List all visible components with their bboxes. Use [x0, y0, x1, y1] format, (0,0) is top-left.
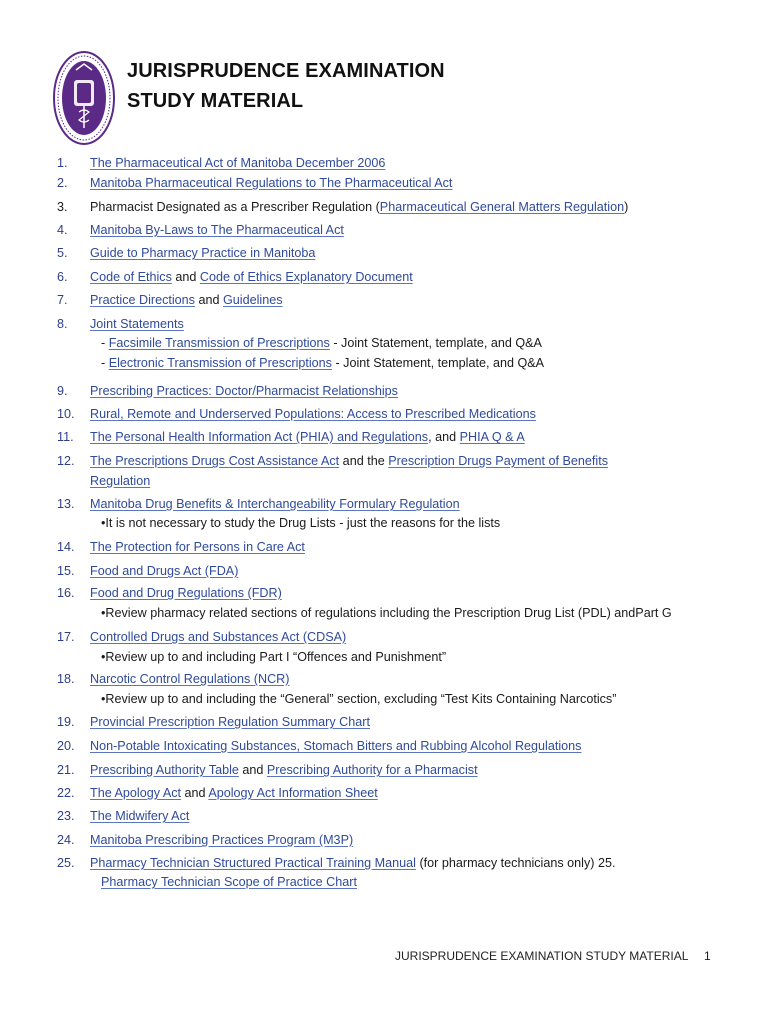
page-title — [127, 56, 445, 116]
food-and-drug-regulations-link[interactable]: Food and Drug Regulations (FDR) — [90, 586, 282, 600]
dash-prefix: - — [101, 336, 109, 350]
item-number: 24. — [57, 833, 75, 847]
title-line-1: JURISPRUDENCE EXAMINATION — [127, 60, 445, 82]
item-number: 19. — [57, 715, 75, 729]
item-text: - Joint Statement, template, and Q&A — [329, 336, 542, 350]
joint-statement-facsimile — [101, 333, 542, 353]
item-number: 3. — [57, 200, 68, 214]
dash-prefix: - — [101, 356, 109, 370]
item-text: and — [171, 270, 200, 284]
facsimile-transmission-link[interactable]: Facsimile Transmission of Prescriptions — [108, 336, 330, 350]
food-and-drugs-act-link[interactable]: Food and Drugs Act (FDA) — [90, 564, 239, 578]
item-text: ) — [624, 200, 629, 214]
item-number: 12. — [57, 454, 75, 468]
pharmaceutical-regulations-link[interactable]: Manitoba Pharmaceutical Regulations to The Pharmaceutical Act — [90, 176, 453, 190]
item-25-continuation — [101, 872, 357, 892]
item-text: and — [181, 786, 209, 800]
item-number: 16. — [57, 586, 75, 600]
item-17-note: •Review up to and including Part I “Offences and Punishment” — [101, 650, 447, 664]
guidelines-link[interactable]: Guidelines — [223, 293, 283, 307]
item-number: 23. — [57, 809, 75, 823]
training-manual-link[interactable]: Pharmacy Technician Structured Practical Training Manual — [90, 856, 416, 870]
prescribing-authority-pharmacist-link[interactable]: Prescribing Authority for a Pharmacist — [266, 763, 478, 777]
item-13-note: •It is not necessary to study the Drug Lists - just the reasons for the lists — [101, 516, 501, 530]
item-number: 15. — [57, 564, 75, 578]
summary-chart-link[interactable]: Provincial Prescription Regulation Summary Chart — [90, 715, 370, 729]
drugs-cost-assistance-link[interactable]: The Prescriptions Drugs Cost Assistance Act — [90, 454, 340, 468]
ncr-link[interactable]: Narcotic Control Regulations (NCR) — [90, 672, 290, 686]
item-number: 2. — [57, 176, 68, 190]
item-text: and — [238, 763, 267, 777]
item-text: (for pharmacy technicians only) 25. — [415, 856, 616, 870]
item-text: and the — [339, 454, 389, 468]
item-text: - Joint Statement, template, and Q&A — [331, 356, 545, 370]
page-number: 1 — [704, 949, 711, 963]
by-laws-link[interactable]: Manitoba By-Laws to The Pharmaceutical Act — [90, 223, 344, 237]
page-footer: JURISPRUDENCE EXAMINATION STUDY MATERIAL — [395, 949, 689, 963]
apology-act-info-sheet-link[interactable]: Apology Act Information Sheet — [208, 786, 378, 800]
general-matters-regulation-link[interactable]: Pharmaceutical General Matters Regulation — [379, 200, 625, 214]
item-number: 10. — [57, 407, 75, 421]
apology-act-link[interactable]: The Apology Act — [90, 786, 182, 800]
item-number: 22. — [57, 786, 75, 800]
joint-statement-electronic — [101, 353, 544, 373]
cdsa-link[interactable]: Controlled Drugs and Substances Act (CDSA) — [90, 630, 347, 644]
scope-of-practice-chart-link[interactable]: Pharmacy Technician Scope of Practice Chart — [101, 875, 357, 889]
persons-in-care-link[interactable]: The Protection for Persons in Care Act — [90, 540, 305, 554]
m3p-link[interactable]: Manitoba Prescribing Practices Program (M3P) — [90, 833, 354, 847]
prescribing-authority-table-link[interactable]: Prescribing Authority Table — [90, 763, 239, 777]
rural-remote-link[interactable]: Rural, Remote and Underserved Populations: Access to Prescribed Medications — [90, 407, 536, 421]
item-number: 25. — [57, 856, 75, 870]
joint-statements-link[interactable]: Joint Statements — [90, 317, 184, 331]
item-number: 21. — [57, 763, 75, 777]
item-number: 9. — [57, 384, 68, 398]
payment-of-benefits-link-cont[interactable]: Regulation — [90, 474, 151, 488]
item-number: 4. — [57, 223, 68, 237]
item-18-note: •Review up to and including the “General” section, excluding “Test Kits Containing Narcotics” — [101, 692, 617, 706]
item-number: 6. — [57, 270, 68, 284]
electronic-transmission-link[interactable]: Electronic Transmission of Prescriptions — [108, 356, 332, 370]
ethics-explanatory-document-link[interactable]: Code of Ethics Explanatory Document — [199, 270, 413, 284]
item-number: 13. — [57, 497, 75, 511]
item-number: 20. — [57, 739, 75, 753]
item-16-note: •Review pharmacy related sections of regulations including the Prescription Drug List (PDL) andPart G — [101, 606, 672, 620]
item-number: 18. — [57, 672, 75, 686]
title-line-2: STUDY MATERIAL — [127, 90, 304, 112]
item-12-continuation — [90, 471, 150, 491]
practice-directions-link[interactable]: Practice Directions — [90, 293, 195, 307]
prescribing-practices-link[interactable]: Prescribing Practices: Doctor/Pharmacist Relationships — [90, 384, 398, 398]
item-number: 11. — [57, 430, 74, 444]
practice-guide-link[interactable]: Guide to Pharmacy Practice in Manitoba — [90, 246, 316, 260]
item-number: 7. — [57, 293, 68, 307]
item-number: 17. — [57, 630, 75, 644]
item-text: Pharmacist Designated as a Prescriber Regulation ( — [90, 200, 380, 214]
college-seal-logo — [52, 50, 116, 146]
formulary-regulation-link[interactable]: Manitoba Drug Benefits & Interchangeability Formulary Regulation — [90, 497, 460, 511]
item-number: 1. — [57, 156, 68, 170]
phia-qa-link[interactable]: PHIA Q & A — [459, 430, 525, 444]
code-of-ethics-link[interactable]: Code of Ethics — [90, 270, 172, 284]
item-number: 5. — [57, 246, 68, 260]
item-number: 14. — [57, 540, 75, 554]
payment-of-benefits-link[interactable]: Prescription Drugs Payment of Benefits — [388, 454, 609, 468]
phia-link[interactable]: The Personal Health Information Act (PHIA) and Regulations — [90, 430, 429, 444]
midwifery-act-link[interactable]: The Midwifery Act — [90, 809, 190, 823]
item-text: and — [194, 293, 223, 307]
item-text: , and — [428, 430, 460, 444]
intoxicating-substances-link[interactable]: Non-Potable Intoxicating Substances, Stomach Bitters and Rubbing Alcohol Regulations — [90, 739, 582, 753]
item-number: 8. — [57, 317, 68, 331]
pharmaceutical-act-link[interactable]: The Pharmaceutical Act of Manitoba December 2006 — [90, 156, 386, 170]
